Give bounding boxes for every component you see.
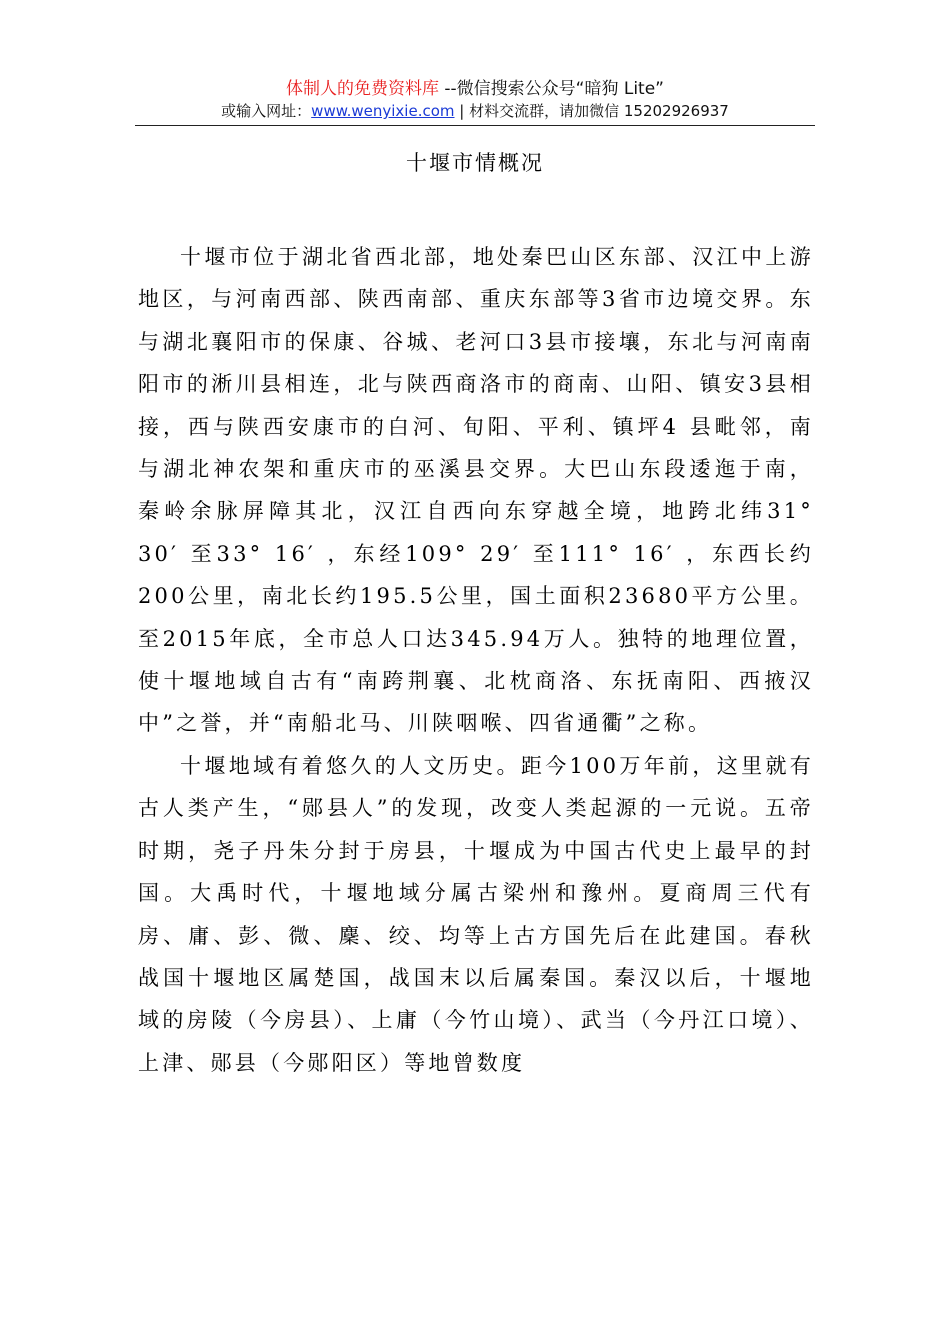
header-divider	[135, 125, 815, 126]
page-header	[135, 78, 815, 122]
contact-info: | 材料交流群，请加微信 15202926937	[454, 102, 729, 120]
brand-text: 体制人的免费资料库	[285, 79, 439, 99]
document-title: 十堰市情概况	[406, 151, 544, 175]
header-line-2	[135, 100, 815, 122]
url-prefix: 或输入网址：	[221, 102, 312, 120]
wechat-search-hint: --微信搜索公众号“暗狗 Lite”	[438, 79, 664, 99]
document-body	[138, 236, 814, 1084]
paragraph: 十堰市位于湖北省西北部，地处秦巴山区东部、汉江中上游地区，与河南西部、陕西南部、重庆东部等3省市边境交界。东与湖北襄阳市的保康、谷城、老河口3县市接壤，东北与河南南阳市的淅川县相连，北与陕西商洛市的商南、山阳、镇安3县相接，西与陕西安康市的白河、旬阳、平利、镇坪4 县毗邻，南与湖北神农架和重庆市的巫溪县交界。大巴山东段逶迤于南，秦岭余脉屏障其北，汉江自西向东穿越全境，地跨北纬31° 30′ 至33° 16′ ，东经109° 29′ 至111° 16′ ，东西长约200公里，南北长约195.5公里，国土面积23680平方公里。至2015年底，全市总人口达345.94万人。独特的地理位置，使十堰地域自古有“南跨荆襄、北枕商洛、东抚南阳、西掖汉中”之誉，并“南船北马、川陕咽喉、四省通衢”之称。	[138, 245, 814, 736]
header-line-1	[135, 78, 815, 100]
website-link[interactable]: www.wenyixie.com	[311, 102, 455, 120]
paragraph: 十堰地域有着悠久的人文历史。距今100万年前，这里就有古人类产生，“郧县人”的发现，改变人类起源的一元说。五帝时期，尧子丹朱分封于房县，十堰成为中国古代史上最早的封国。大禹时代，十堰地域分属古梁州和豫州。夏商周三代有房、庸、彭、微、麇、绞、均等上古方国先后在此建国。春秋战国十堰地区属楚国，战国末以后属秦国。秦汉以后，十堰地域的房陵（今房县）、上庸（今竹山境）、武当（今丹江口境）、上津、郧县（今郧阳区）等地曾数度	[138, 753, 814, 1075]
